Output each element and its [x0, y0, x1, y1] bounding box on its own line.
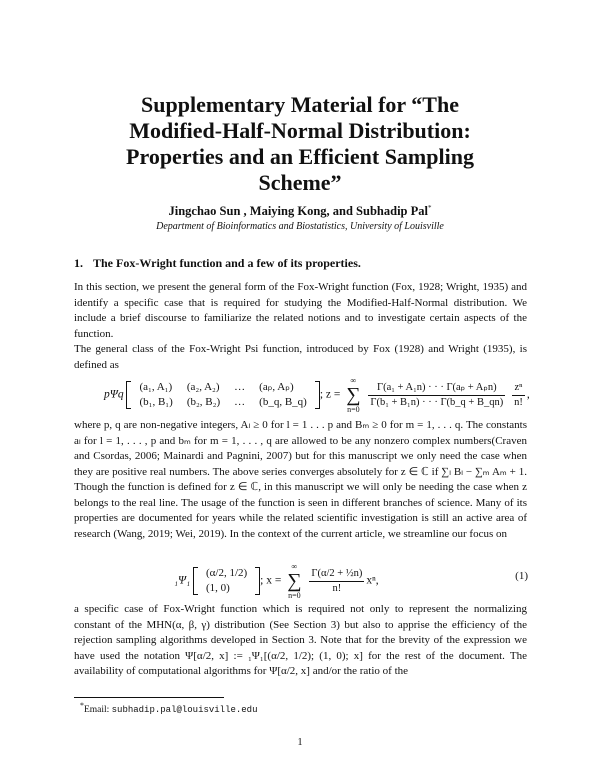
paragraph-conditions: where p, q are non-negative integers, Aₗ ≥ 0 for l = 1 . . . p and Bₘ ≥ 0 for m = 1, . . . q. The constants aₗ for l = 1, . . . , p and bₘ for m = 1, . . . , q are allowed to be any nonzero complex numbers(Craven and Csordas, 2006; Mainardi and Pagnini, 2007) but for this manuscript we only need the case when they are positive real numbers. The above series converges absolutely for z ∈ ℂ if ∑ₗ Bₗ − ∑ₘ Aₘ + 1. Though the function is defined for z ∈ ℂ, in this manuscript we will only be needing the case when z belongs to the real line. The usage of the function is seen in different branches of science. Many of its properties are documented for years while the related scientific investigation is still an active area of research (Wang, 2019; Wei, 2019). In the context of the current article, we streamline our focus on: [74, 419, 527, 540]
eq-arg: ; z: [319, 388, 332, 401]
footnote-email[interactable]: subhadip.pal@louisville.edu: [111, 705, 258, 716]
gamma-ratio: $\frac{\text{Γ(α/2 + ½n)}}{n!}$: [311, 567, 363, 594]
summation-symbol: ∞ ∑ n=0: [287, 562, 302, 600]
parameter-matrix: [126, 380, 319, 410]
paragraph-specific-case: a specific case of Fox-Wright function which is required not only to represent the normalizing constant of the MHN(α, β, γ) distribution (See Section 3) but also to apprise the efficiency of the rejection sampling algorithms developed in Section 3. Note that for the brevity of the expression we have used the notation Ψ[α/2, x] := ₁Ψ₁[(α/2, 1/2); (1, 0); x] for the rest of the document. The availability of computational algorithms for Ψ[α/2, x] and/or the ratio of the: [74, 603, 527, 677]
author-names: Jingchao Sun , Maiying Kong, and Subhadip Pal: [168, 204, 428, 219]
author-list: [60, 204, 540, 219]
eq-arg: ; x: [260, 574, 272, 587]
matrix-cell: (α/2, 1/2): [205, 567, 248, 579]
matrix-cell: (1, 0): [205, 582, 230, 594]
paragraph-intro: In this section, we present the general form of the Fox-Wright function (Fox, 1928; Wright, 1935) and identify a specific case that is required for studying the Modified-Half-Normal distribution. We include a brief discourse to familiarize the related notions and to investigate certain aspects of the function.: [74, 281, 527, 340]
section-heading: [74, 256, 361, 271]
footnote-label: Email:: [83, 705, 112, 716]
matrix-cell: (b_q, B_q): [259, 396, 307, 408]
page-number: 1: [297, 737, 303, 748]
gamma-ratio: $\frac{\text{Γ(a₁ + A₁n) · · · Γ(aₚ + Aₚn)}}{\text{Γ(b₁ + B₁n) · · · Γ(b\_q + B\_qn)}}$: [370, 381, 504, 408]
matrix-cell: (a₂, A₂): [186, 381, 220, 393]
matrix-cell: (aₚ, Aₚ): [259, 381, 294, 393]
footnote-mark: *: [80, 701, 84, 710]
matrix-cell: (b₁, B₁): [139, 396, 173, 408]
footnote: [80, 701, 257, 715]
footnote-rule: [74, 697, 224, 698]
paper-title: [60, 92, 540, 196]
paragraph-definition: The general class of the Fox-Wright Psi function, introduced by Fox (1928) and Wright (1935), is defined as: [74, 343, 527, 371]
equation-number: (1): [515, 570, 528, 582]
section-title: The Fox-Wright function and a few of its properties.: [93, 256, 361, 270]
summation-symbol: ∞ ∑ n=0: [346, 376, 361, 414]
parameter-matrix: [193, 566, 260, 596]
title-line: Supplementary Material for “The: [141, 92, 459, 117]
matrix-cell: …: [234, 381, 246, 393]
matrix-cell: …: [234, 396, 246, 408]
eq-lhs: pΨq: [104, 388, 124, 401]
title-line: Properties and an Efficient Sampling: [126, 144, 474, 169]
equation-fox-wright-special: ₁Ψ₁ (α/2, 1/2) (1, 0) ; x = ∞ ∑ n=0 $\frac{\text{Γ(α/2 + ½n)}}{n!}$ xⁿ,: [174, 562, 379, 600]
affiliation: Department of Bioinformatics and Biostatistics, University of Louisville: [156, 221, 444, 232]
section-number: 1.: [74, 256, 83, 270]
matrix-cell: (b₂, B₂): [186, 396, 221, 408]
author-footnote-mark: *: [427, 204, 432, 212]
eq-tail: xⁿ,: [366, 574, 379, 587]
title-line: Modified-Half-Normal Distribution:: [129, 118, 471, 143]
equation-fox-wright-general: pΨq (a₁, A₁) (a₂, A₂) … (aₚ, Aₚ) (b₁, B₁) (b₂, B₂) … (b_q, B_q) ; z = ∞ ∑ n=0 $\frac{\text{Γ(a₁ + A₁n) · · · Γ(aₚ + Aₚn)}}{\text{Γ(b₁ + B₁n) · · · Γ(b\_q + B\_qn)}}$ $\frac{\text{zⁿ}}{n!}$ ,: [104, 376, 530, 414]
power-ratio: $\frac{\text{zⁿ}}{n!}$: [514, 381, 523, 408]
eq-lhs: ₁Ψ₁: [174, 574, 191, 587]
matrix-cell: (a₁, A₁): [139, 381, 173, 393]
title-line: Scheme”: [258, 170, 342, 195]
